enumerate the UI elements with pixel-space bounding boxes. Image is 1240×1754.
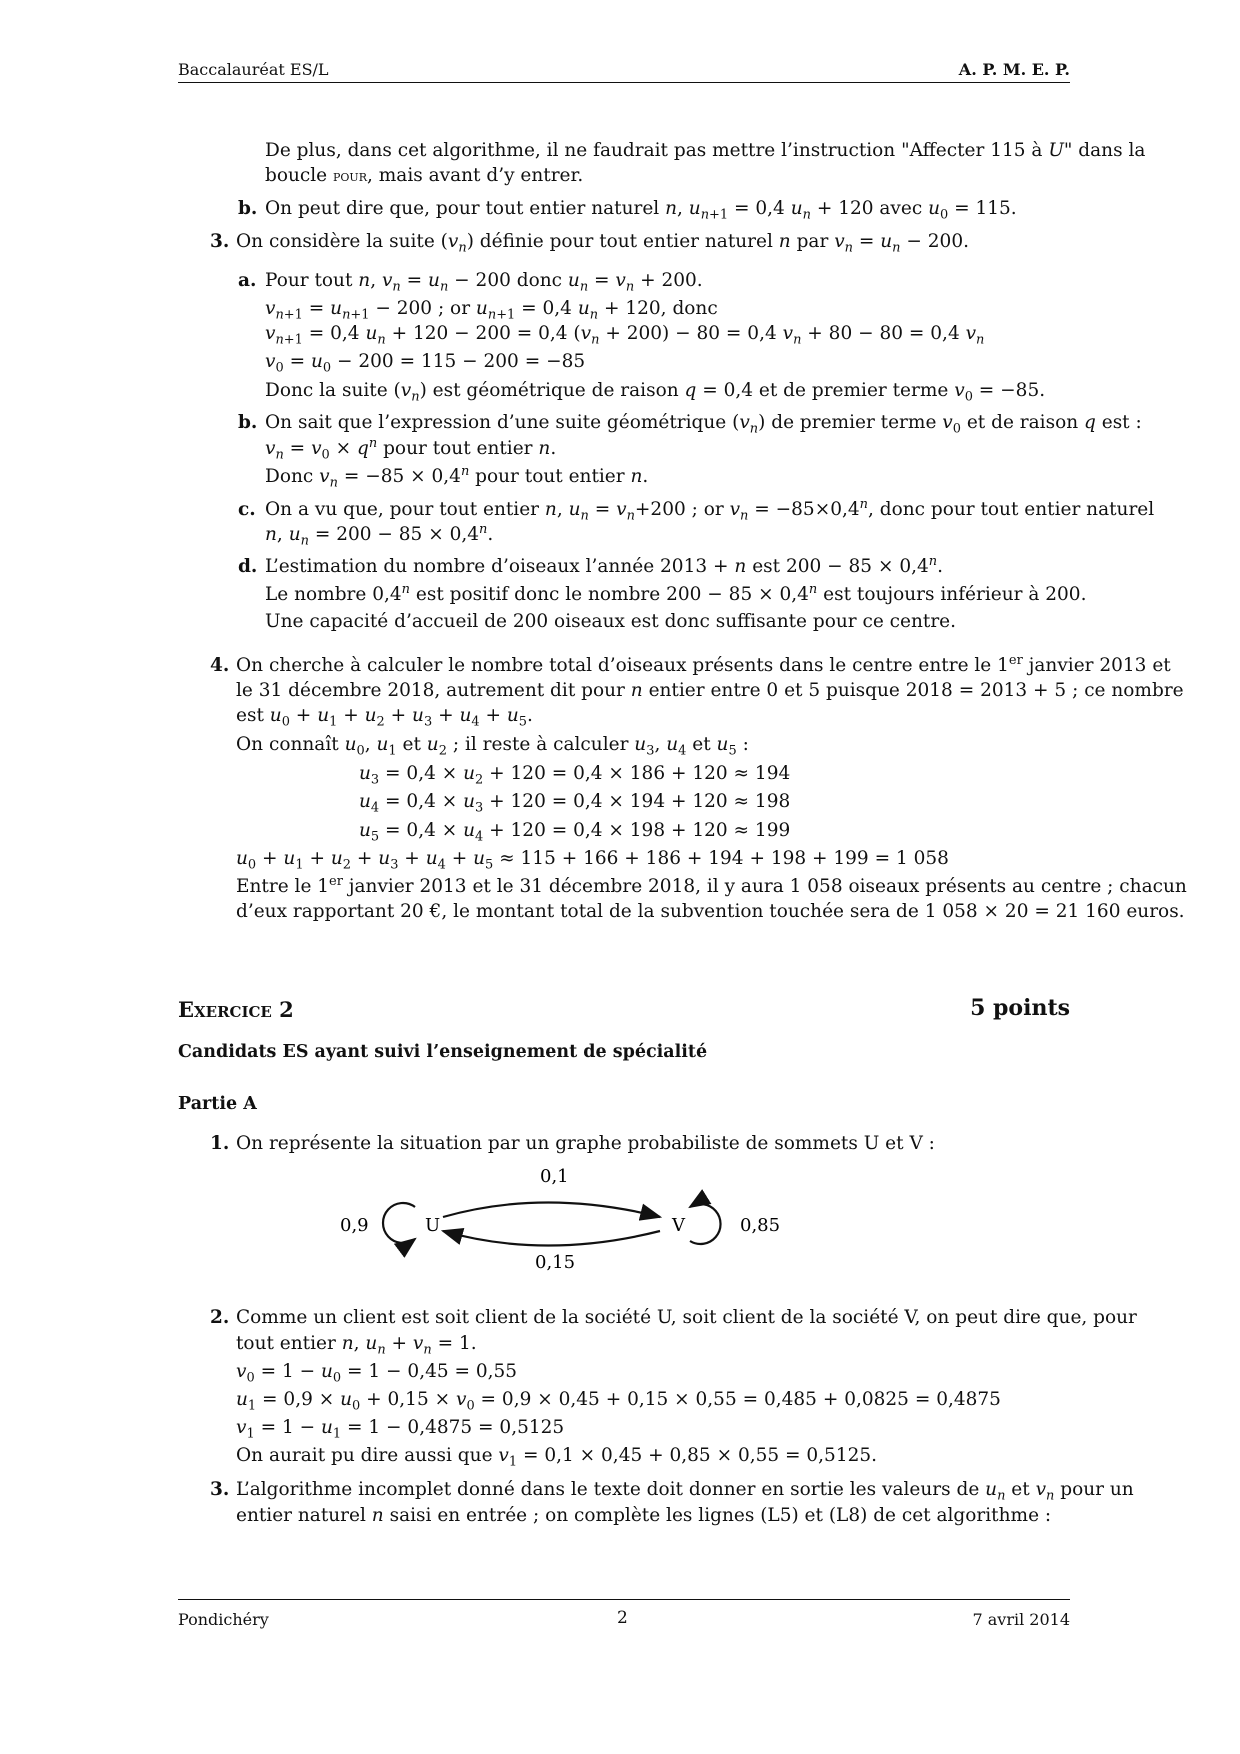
edge-u-to-v [443, 1203, 660, 1218]
edge-v-to-u-label: 0,15 [535, 1252, 576, 1273]
q3-text: On considère la suite $(v_n)$ définie pour tout entier naturel n par $v_n = u_n - 200$. [236, 231, 969, 256]
ex2-q2-line-6: On aurait pu dire aussi que $v_1 = 0,1 \times 0,45 + 0,85 \times 0,55 = 0,5125$. [236, 1445, 878, 1470]
node-u: U [425, 1215, 441, 1236]
footer-left: Pondichéry [178, 1610, 269, 1629]
q3a-label: a. [238, 270, 257, 291]
q3a-line-4: $v_0 = u_0 - 200 = 115 - 200 = -85$ [265, 351, 586, 376]
q4-line-1: On cherche à calculer le nombre total d’oiseaux présents dans le centre entre le 1er janvier 2013 et [236, 652, 1171, 676]
q3d-line-3: Une capacité d’accueil de 200 oiseaux est donc suffisante pour ce centre. [265, 611, 957, 632]
edge-v-to-u [443, 1231, 660, 1246]
q4-conclusion-2: d’eux rapportant 20 €, le montant total de la subvention touchée sera de 1 058 × 20 = 21 160 euros. [236, 901, 1185, 922]
q2b-label: b. [238, 198, 258, 219]
q3b-line-2: $v_n = v_0 \times q^n$ pour tout entier n. [265, 435, 557, 463]
exercise-2-title: Exercice 2 [178, 997, 294, 1022]
probabilistic-graph [320, 1160, 790, 1280]
footer-right: 7 avril 2014 [972, 1610, 1070, 1629]
q4-line-4: On connaît $u_0$, $u_1$ et $u_2$ ; il reste à calculer $u_3$, $u_4$ et $u_5$ : [236, 734, 749, 759]
loop-u-label: 0,9 [340, 1215, 369, 1236]
q4-conclusion-1: Entre le 1er janvier 2013 et le 31 décembre 2018, il y aura 1 058 oiseaux présents au centre ; chacun [236, 873, 1187, 897]
loop-u-arrow [383, 1203, 415, 1243]
header-rule [178, 82, 1070, 83]
exercise-2-points: 5 points [970, 995, 1070, 1021]
q4-eq-u4: $u_4 = 0,4 \times u_3 + 120 = 0,4 \times 194 + 120 \approx 198$ [359, 791, 791, 816]
ex2-q2-line-2: tout entier n, $u_n + v_n = 1$. [236, 1333, 477, 1358]
q3d-line-1: L’estimation du nombre d’oiseaux l’année 2013 + n est $200 - 85 \times 0,4^n$. [265, 553, 943, 577]
q3b-line-3: Donc $v_n = -85 \times 0,4^n$ pour tout entier n. [265, 463, 649, 491]
ex2-q3-line-1: L’algorithme incomplet donné dans le texte doit donner en sortie les valeurs de $u_n$ et $v_n$ pour un [236, 1479, 1134, 1504]
ex2-q1-text: On représente la situation par un graphe probabiliste de sommets U et V : [236, 1133, 935, 1154]
q3a-line-5: Donc la suite $(v_n)$ est géométrique de raison q = 0,4 et de premier terme $v_0 = -85$. [265, 380, 1046, 405]
q3-label: 3. [210, 231, 230, 252]
ex2-q3-label: 3. [210, 1479, 230, 1500]
intro-line-2: boucle pour, mais avant d’y entrer. [265, 165, 584, 186]
ex2-q1-label: 1. [210, 1133, 230, 1154]
ex2-q2-line-5: $v_1 = 1 - u_1 = 1 - 0,4875 = 0,5125$ [236, 1417, 565, 1442]
q3d-label: d. [238, 556, 258, 577]
q4-sum: $u_0 + u_1 + u_2 + u_3 + u_4 + u_5 \approx 115 + 166 + 186 + 194 + 198 + 199 = 1$ 058 [236, 848, 949, 873]
q3d-line-2: Le nombre 0,4$^n$ est positif donc le nombre $200 - 85 \times 0,4^n$ est toujours inférieur à 200. [265, 581, 1087, 605]
q4-eq-u3: $u_3 = 0,4 \times u_2 + 120 = 0,4 \times 186 + 120 \approx 194$ [359, 763, 791, 788]
page-number: 2 [617, 1608, 628, 1628]
ex2-q2-label: 2. [210, 1307, 230, 1328]
intro-line-1: De plus, dans cet algorithme, il ne faudrait pas mettre l’instruction "Affecter 115 à U" dans la [265, 140, 1146, 161]
ex2-q2-line-1: Comme un client est soit client de la société U, soit client de la société V, on peut dire que, pour [236, 1307, 1137, 1328]
q3a-line-3: $v_{n+1} = 0,4$ $u_n + 120 - 200 = 0,4$ $(v_n + 200) - 80 = 0,4$ $v_n + 80 - 80 = 0,4$ $v_n$ [265, 323, 985, 348]
header-right: A. P. M. E. P. [958, 60, 1070, 79]
q4-label: 4. [210, 655, 230, 676]
q3c-line-2: n, $u_n = 200 - 85 \times 0,4^n$. [265, 521, 494, 549]
q3a-line-1: Pour tout n, $v_n = u_n - 200$ donc $u_n = v_n + 200$. [265, 270, 703, 295]
header-left: Baccalauréat ES/L [178, 60, 329, 79]
partie-a-heading: Partie A [178, 1094, 257, 1114]
q4-line-2: le 31 décembre 2018, autrement dit pour n entier entre 0 et 5 puisque 2018 = 2013 + 5 ; ce nombre [236, 680, 1184, 701]
q3b-label: b. [238, 412, 258, 433]
q2b-text: On peut dire que, pour tout entier naturel n, $u_{n+1} = 0,4$ $u_n + 120$ avec $u_0 = 115$. [265, 198, 1017, 223]
q4-line-3: est $u_0 + u_1 + u_2 + u_3 + u_4 + u_5$. [236, 705, 533, 730]
ex2-q3-line-2: entier naturel n saisi en entrée ; on complète les lignes (L5) et (L8) de cet algorithme : [236, 1505, 1052, 1526]
q3c-label: c. [238, 499, 256, 520]
ex2-q2-line-3: $v_0 = 1 - u_0 = 1 - 0,45 = 0,55$ [236, 1361, 518, 1386]
q3a-line-2: $v_{n+1} = u_{n+1} - 200$ ; or $u_{n+1} = 0,4$ $u_n + 120$, donc [265, 298, 718, 323]
q3c-line-1: On a vu que, pour tout entier n, $u_n = v_n+200$ ; or $v_n = -85\times 0,4^n$, donc pour tout entier naturel [265, 496, 1155, 524]
loop-v-label: 0,85 [740, 1215, 781, 1236]
q3b-line-1: On sait que l’expression d’une suite géométrique $(v_n)$ de premier terme $v_0$ et de raison q est : [265, 412, 1142, 437]
footer-rule [178, 1599, 1070, 1600]
edge-u-to-v-label: 0,1 [540, 1166, 569, 1187]
q4-eq-u5: $u_5 = 0,4 \times u_4 + 120 = 0,4 \times 198 + 120 \approx 199$ [359, 820, 791, 845]
ex2-q2-line-4: $u_1 = 0,9 \times u_0 + 0,15 \times v_0 = 0,9 \times 0,45 + 0,15 \times 0,55 = 0,485 + 0,0825 = 0,4875$ [236, 1389, 1001, 1414]
loop-v-arrow [690, 1204, 721, 1244]
node-v: V [672, 1215, 685, 1236]
exercise-2-subtitle: Candidats ES ayant suivi l’enseignement de spécialité [178, 1042, 708, 1062]
